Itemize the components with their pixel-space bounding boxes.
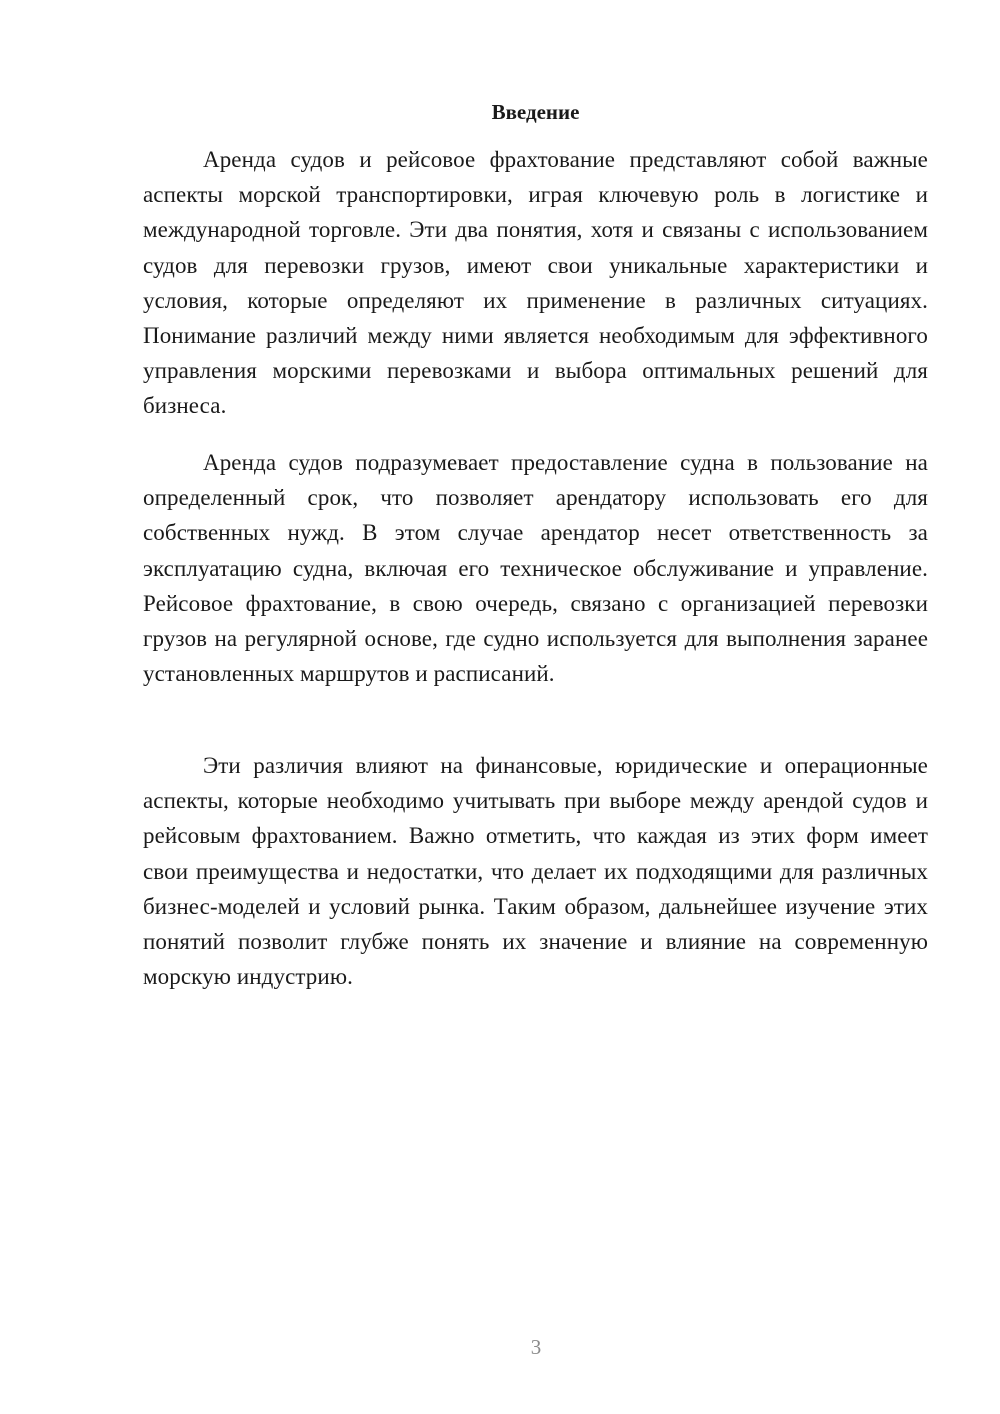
paragraph-2: Аренда судов подразумевает предоставление судна в пользование на определенный срок, что позволяет арендатору использовать его для собственных нужд. В этом случае арендатор несет ответственность за эксплуатацию судна, включая его техническое обслуживание и управление. Рейсовое фрахтование, в свою очередь, связано с организацией перевозки грузов на регулярной основе, где судно используется для выполнения заранее установленных маршрутов и расписаний.: [143, 450, 928, 687]
page-number: 3: [530, 1335, 542, 1359]
paragraph-3: Эти различия влияют на финансовые, юридические и операционные аспекты, которые необходимо учитывать при выборе между арендой судов и рейсовым фрахтованием. Важно отметить, что каждая из этих форм имеет свои преимущества и недостатки, что делает их подходящими для различных бизнес-моделей и условий рынка. Таким образом, дальнейшее изучение этих понятий позволит глубже понять их значение и влияние на современную морскую индустрию.: [143, 753, 928, 990]
paragraph-1: Аренда судов и рейсовое фрахтование представляют собой важные аспекты морской транспортировки, играя ключевую роль в логистике и международной торговле. Эти два понятия, хотя и связаны с использованием судов для перевозки грузов, имеют свои уникальные характеристики и условия, которые определяют их применение в различных ситуациях. Понимание различий между ними является необходимым для эффективного управления морскими перевозками и выбора оптимальных решений для бизнеса.: [143, 147, 928, 419]
section-heading: Введение: [491, 100, 580, 124]
